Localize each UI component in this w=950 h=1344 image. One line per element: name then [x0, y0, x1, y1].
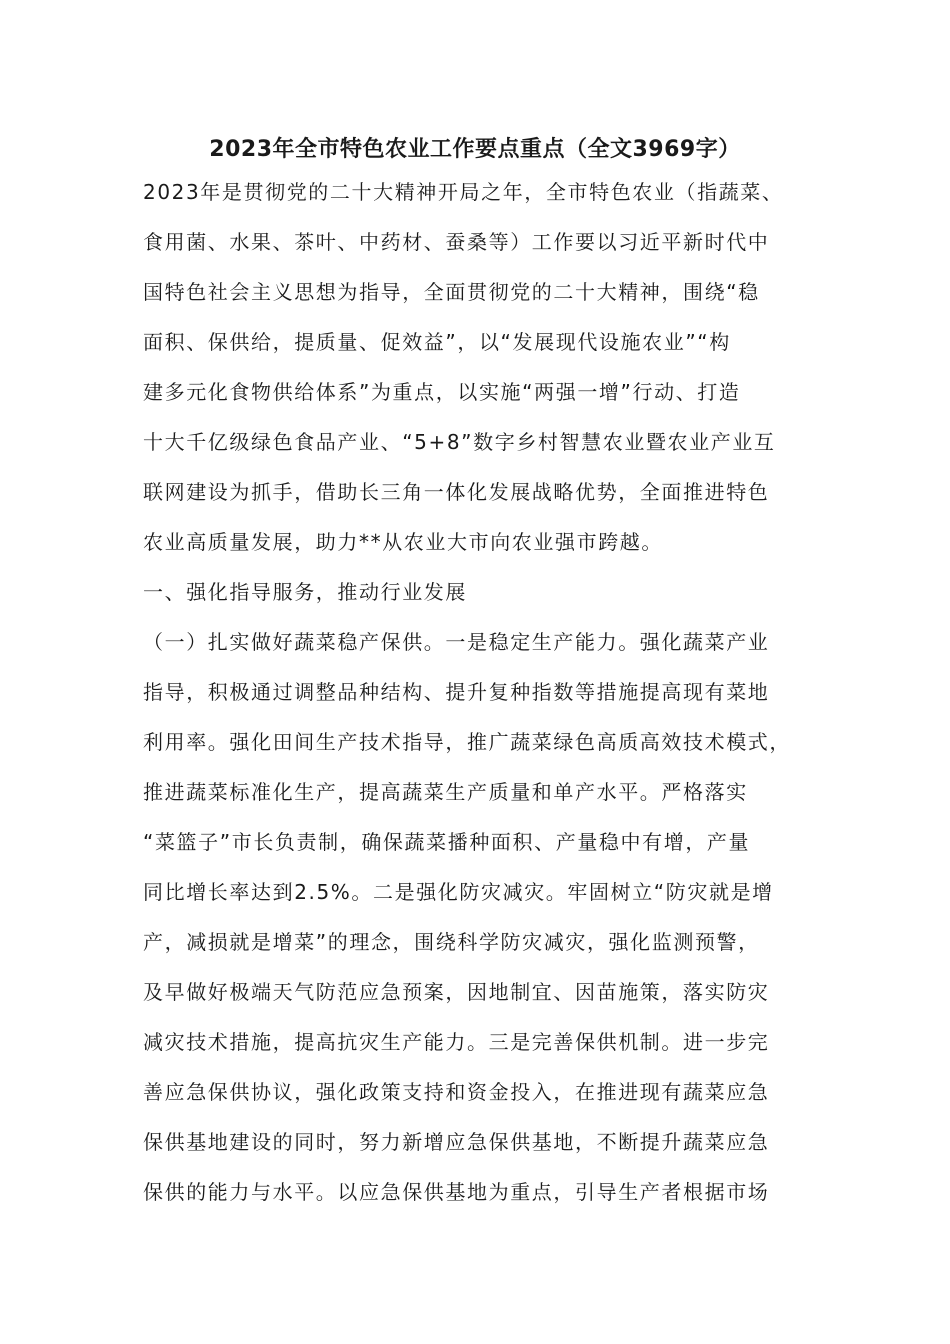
- paragraph-line: （一）扎实做好蔬菜稳产保供。一是稳定生产能力。强化蔬菜产业: [143, 630, 770, 654]
- paragraph-line: 联网建设为抓手，借助长三角一体化发展战略优势，全面推进特色: [143, 480, 770, 504]
- paragraph-line: 指导，积极通过调整品种结构、提升复种指数等措施提高现有菜地: [143, 680, 770, 704]
- paragraph-line: “菜篮子”市长负责制，确保蔬菜播种面积、产量稳中有增，产量: [143, 830, 751, 854]
- paragraph-line: 面积、保供给，提质量、促效益”，以“发展现代设施农业”“构: [143, 330, 731, 354]
- paragraph-line: 及早做好极端天气防范应急预案，因地制宜、因苗施策，落实防灾: [143, 980, 770, 1004]
- paragraph-line: 保供的能力与水平。以应急保供基地为重点，引导生产者根据市场: [143, 1180, 770, 1204]
- section-heading: 一、强化指导服务，推动行业发展: [143, 580, 467, 604]
- paragraph-line: 利用率。强化田间生产技术指导，推广蔬菜绿色高质高效技术模式，: [143, 730, 791, 754]
- paragraph-line: 食用菌、水果、茶叶、中药材、蚕桑等）工作要以习近平新时代中: [143, 230, 770, 254]
- paragraph-line: 建多元化食物供给体系”为重点，以实施“两强一增”行动、打造: [143, 380, 741, 404]
- paragraph-line: 推进蔬菜标准化生产，提高蔬菜生产质量和单产水平。严格落实: [143, 780, 748, 804]
- paragraph-line: 同比增长率达到2.5%。二是强化防灾减灾。牢固树立“防灾就是增: [143, 880, 774, 904]
- document-title: 2023年全市特色农业工作要点重点（全文3969字）: [209, 137, 741, 162]
- paragraph-line: 2023年是贯彻党的二十大精神开局之年，全市特色农业（指蔬菜、: [143, 180, 784, 204]
- paragraph-line: 产，减损就是增菜”的理念，围绕科学防灾减灾，强化监测预警，: [143, 930, 760, 954]
- paragraph-line: 减灾技术措施，提高抗灾生产能力。三是完善保供机制。进一步完: [143, 1030, 770, 1054]
- paragraph-line: 十大千亿级绿色食品产业、“5+8”数字乡村智慧农业暨农业产业互: [143, 430, 776, 454]
- paragraph-line: 农业高质量发展，助力**从农业大市向农业强市跨越。: [143, 530, 663, 554]
- paragraph-line: 善应急保供协议，强化政策支持和资金投入，在推进现有蔬菜应急: [143, 1080, 770, 1104]
- paragraph-line: 保供基地建设的同时，努力新增应急保供基地，不断提升蔬菜应急: [143, 1130, 770, 1154]
- paragraph-line: 国特色社会主义思想为指导，全面贯彻党的二十大精神，围绕“稳: [143, 280, 760, 304]
